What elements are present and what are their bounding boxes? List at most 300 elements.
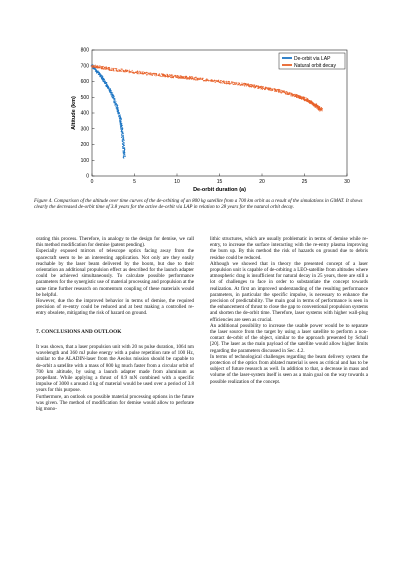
data-point: [216, 81, 217, 82]
x-tick-label: 30: [344, 179, 350, 185]
data-point: [123, 148, 124, 149]
data-point: [104, 80, 105, 81]
data-point: [99, 65, 100, 66]
data-point: [115, 100, 116, 101]
data-point: [245, 83, 246, 84]
data-point: [315, 103, 316, 104]
data-point: [214, 80, 215, 81]
data-point: [165, 75, 166, 76]
data-point: [211, 79, 212, 80]
data-point: [185, 76, 186, 77]
data-point: [309, 101, 310, 102]
paragraph: Furthermore, an outlook on possible material processing options in the future was given. The method of modification for demise would allow to perforate big mono-: [36, 393, 194, 413]
data-point: [305, 99, 306, 100]
x-tick-label: 10: [174, 179, 180, 185]
data-point: [263, 88, 264, 89]
data-point: [226, 82, 227, 83]
data-point: [158, 75, 159, 76]
data-point: [120, 129, 121, 130]
data-point: [221, 80, 222, 81]
data-point: [138, 72, 139, 73]
data-point: [96, 71, 97, 72]
data-point: [114, 105, 115, 106]
data-point: [146, 74, 147, 75]
data-point: [213, 81, 214, 82]
data-point: [126, 71, 127, 72]
paragraph: In terms of technological challenges regarding the beam delivery system the protection of the optics from ablated material is seen as critical and has to be subject of future research as well. In addition to that, a decrease in mass and volume of the laser-system itself is seen as a main goal on the way towards a possible realization of the concept.: [210, 353, 368, 385]
data-point: [122, 129, 123, 130]
data-point: [178, 76, 179, 77]
data-point: [229, 82, 230, 83]
data-point: [109, 70, 110, 71]
data-point: [185, 78, 186, 79]
data-point: [188, 77, 189, 78]
data-point: [168, 76, 169, 77]
data-point: [251, 86, 252, 87]
data-point: [167, 76, 168, 77]
data-point: [241, 82, 242, 83]
data-point: [202, 79, 203, 80]
data-point: [319, 111, 320, 112]
data-point: [299, 97, 300, 98]
data-point: [102, 78, 103, 79]
data-point: [171, 77, 172, 78]
y-tick-label: 200: [80, 142, 89, 149]
data-point: [269, 90, 270, 91]
data-point: [132, 72, 133, 73]
data-point: [111, 96, 112, 97]
data-point: [310, 102, 311, 103]
data-point: [137, 72, 138, 73]
data-point: [289, 94, 290, 95]
data-point: [177, 77, 178, 78]
data-point: [276, 89, 277, 90]
paragraph: An additional possibility to increase the usable power would be to separate the laser source from the target by using a laser satellite to perform a non-contact de-orbit of the object, similar to the approach presented by Schall [20]. The laser as the main payload of the satellite would allow higher limits regarding the parameters discussed in Sec. 4.2.: [210, 322, 368, 354]
figure-caption: Figure 4. Comparison of the altitude over time curves of the de-orbiting of an 800 kg satellite from a 700 km orbit as a result of the simulations in GMAT. It shows clearly the decreased de-orbit time of 3.8 years for the active de-orbit via LAP in relation to 28 years for the natural orbit decay.: [34, 198, 363, 211]
data-point: [137, 71, 138, 72]
data-point: [193, 79, 194, 80]
data-point: [115, 98, 116, 99]
data-point: [111, 68, 112, 69]
data-point: [173, 77, 174, 78]
data-point: [184, 76, 185, 77]
data-point: [116, 104, 117, 105]
data-point: [224, 82, 225, 83]
data-point: [106, 67, 107, 68]
data-point: [280, 91, 281, 92]
data-point: [244, 83, 245, 84]
data-point: [294, 94, 295, 95]
data-point: [315, 105, 316, 106]
data-point: [167, 75, 168, 76]
data-point: [122, 138, 123, 139]
data-point: [154, 75, 155, 76]
data-point: [105, 83, 106, 84]
data-point: [117, 106, 118, 107]
data-point: [109, 67, 110, 68]
data-point: [121, 125, 122, 126]
data-point: [122, 131, 123, 132]
data-point: [120, 124, 121, 125]
data-point: [304, 99, 305, 100]
data-point: [121, 130, 122, 131]
data-point: [158, 74, 159, 75]
data-point: [215, 82, 216, 83]
data-point: [162, 76, 163, 77]
data-point: [291, 94, 292, 95]
data-point: [121, 71, 122, 72]
x-tick-label: 5: [133, 179, 136, 185]
data-point: [96, 66, 97, 67]
data-point: [162, 75, 163, 76]
data-point: [256, 86, 257, 87]
data-point: [119, 113, 120, 114]
data-point: [111, 69, 112, 70]
data-point: [254, 87, 255, 88]
data-point: [236, 82, 237, 83]
data-point: [117, 110, 118, 111]
data-point: [124, 151, 125, 152]
data-point: [164, 74, 165, 75]
data-point: [119, 118, 120, 119]
data-point: [250, 84, 251, 85]
data-point: [106, 84, 107, 85]
data-point: [253, 84, 254, 85]
data-point: [122, 146, 123, 147]
data-point: [120, 122, 121, 123]
data-point: [322, 110, 323, 111]
data-point: [113, 96, 114, 97]
data-point: [192, 76, 193, 77]
data-point: [177, 75, 178, 76]
data-point: [273, 88, 274, 89]
left-column: [36, 236, 194, 412]
paragraph: Especially exposed mirrors of telescope optics facing away from the spacecraft seem to be an interesting application. Not only are they easily reachable by the laser beam delivered by the boom, but due to their orientation an additional propulsion effect as described for the launch adapter could be achieved simultaneously. To calculate possible performance parameters for the synergistic use of material processing and propulsion at the same time further research on momentum coupling of these materials would be helpful.: [36, 248, 194, 298]
y-tick-label: 500: [80, 94, 89, 101]
data-point: [305, 100, 306, 101]
data-point: [212, 81, 213, 82]
data-point: [142, 71, 143, 72]
data-point: [172, 75, 173, 76]
data-point: [146, 72, 147, 73]
data-point: [123, 152, 124, 153]
data-point: [122, 133, 123, 134]
data-point: [100, 76, 101, 77]
data-point: [108, 87, 109, 88]
data-point: [123, 71, 124, 72]
data-point: [281, 90, 282, 91]
data-point: [118, 114, 119, 115]
data-point: [154, 73, 155, 74]
altitude-chart: [60, 40, 360, 195]
data-point: [239, 83, 240, 84]
data-point: [123, 136, 124, 137]
data-point: [301, 98, 302, 99]
data-point: [160, 76, 161, 77]
data-point: [110, 89, 111, 90]
data-point: [156, 74, 157, 75]
data-point: [304, 100, 305, 101]
data-point: [108, 69, 109, 70]
data-point: [180, 77, 181, 78]
data-point: [205, 79, 206, 80]
data-point: [275, 89, 276, 90]
data-point: [103, 66, 104, 67]
data-point: [130, 72, 131, 73]
data-point: [142, 73, 143, 74]
data-point: [271, 89, 272, 90]
data-point: [138, 73, 139, 74]
data-point: [317, 106, 318, 107]
data-point: [231, 81, 232, 82]
data-point: [249, 86, 250, 87]
data-point: [123, 156, 124, 157]
data-point: [276, 91, 277, 92]
data-point: [114, 102, 115, 103]
data-point: [321, 107, 322, 108]
data-point: [171, 75, 172, 76]
data-point: [283, 91, 284, 92]
data-point: [313, 104, 314, 105]
y-tick-label: 0: [86, 173, 89, 180]
data-point: [172, 76, 173, 77]
data-point: [232, 82, 233, 83]
data-point: [289, 92, 290, 93]
paragraph: However, due tho the improved behavior in terms of demise, the required precision of re-entry could be reduced and at best making a controlled re-entry obsolete, mitigating the risk of hazard on ground.: [36, 298, 194, 317]
data-point: [169, 76, 170, 77]
data-point: [237, 84, 238, 85]
data-point: [198, 79, 199, 80]
data-point: [294, 96, 295, 97]
data-point: [124, 140, 125, 141]
data-point: [315, 107, 316, 108]
data-point: [110, 94, 111, 95]
data-point: [236, 83, 237, 84]
data-point: [102, 77, 103, 78]
data-point: [132, 70, 133, 71]
data-point: [101, 77, 102, 78]
data-point: [104, 82, 105, 83]
data-point: [97, 66, 98, 67]
data-point: [206, 80, 207, 81]
data-point: [102, 79, 103, 80]
data-point: [306, 97, 307, 98]
data-point: [115, 101, 116, 102]
x-tick-label: 20: [259, 179, 265, 185]
data-point: [111, 90, 112, 91]
data-point: [258, 88, 259, 89]
data-point: [228, 81, 229, 82]
data-point: [196, 79, 197, 80]
data-point: [189, 79, 190, 80]
data-point: [218, 80, 219, 81]
data-point: [125, 156, 126, 157]
data-point: [99, 67, 100, 68]
data-point: [150, 74, 151, 75]
paragraph: Although we showed that in theory the presented concept of a laser propulsion unit is capable of de-orbiting a LEO-satellite from altitudes where atmospheric drag is insufficient for natural decay in 25 years, there are still a lot of challenges to face in order to substantiate the concept towards realization. At first an improved understanding of the resulting performance parameters, in particular the specific impulse, is necessary to enhance the precision of predictability. The main goal in terms of performance is seen in the enhancement of thrust to close the gap to conventional propulsion systems and shorten the de-orbit time. Therefore, laser systems with higher wall-plug efficiencies are seen as crucial.: [210, 260, 368, 323]
data-point: [299, 96, 300, 97]
data-point: [259, 86, 260, 87]
data-point: [222, 81, 223, 82]
data-point: [321, 108, 322, 109]
y-tick-label: 800: [80, 47, 89, 54]
data-point: [309, 102, 310, 103]
data-point: [129, 70, 130, 71]
data-point: [104, 67, 105, 68]
data-point: [171, 74, 172, 75]
data-point: [95, 69, 96, 70]
data-point: [119, 119, 120, 120]
data-point: [210, 80, 211, 81]
data-point: [112, 92, 113, 93]
data-point: [140, 72, 141, 73]
data-point: [140, 73, 141, 74]
data-point: [255, 87, 256, 88]
data-point: [267, 88, 268, 89]
data-point: [227, 83, 228, 84]
data-point: [117, 108, 118, 109]
data-point: [111, 70, 112, 71]
data-point: [302, 97, 303, 98]
data-point: [120, 118, 121, 119]
data-point: [261, 88, 262, 89]
data-point: [113, 70, 114, 71]
data-point: [304, 97, 305, 98]
data-point: [150, 72, 151, 73]
data-point: [101, 66, 102, 67]
data-point: [119, 70, 120, 71]
x-tick-label: 15: [216, 179, 223, 185]
data-point: [197, 79, 198, 80]
data-point: [121, 135, 122, 136]
data-point: [233, 82, 234, 83]
data-point: [238, 82, 239, 83]
data-point: [290, 94, 291, 95]
data-point: [199, 78, 200, 79]
data-point: [163, 76, 164, 77]
data-point: [270, 88, 271, 89]
data-point: [156, 73, 157, 74]
data-point: [246, 84, 247, 85]
data-point: [188, 78, 189, 79]
data-point: [124, 71, 125, 72]
data-point: [207, 80, 208, 81]
data-point: [301, 99, 302, 100]
data-point: [196, 78, 197, 79]
data-point: [251, 84, 252, 85]
data-point: [145, 73, 146, 74]
data-point: [230, 83, 231, 84]
data-point: [112, 68, 113, 69]
data-point: [91, 65, 92, 66]
data-point: [272, 90, 273, 91]
data-point: [260, 86, 261, 87]
legend-label: De-orbit via LAP: [294, 55, 331, 62]
data-point: [242, 85, 243, 86]
data-point: [195, 77, 196, 78]
data-point: [292, 96, 293, 97]
data-point: [152, 73, 153, 74]
data-point: [115, 106, 116, 107]
data-point: [121, 119, 122, 120]
data-point: [271, 90, 272, 91]
data-point: [116, 107, 117, 108]
data-point: [159, 75, 160, 76]
data-point: [210, 81, 211, 82]
data-point: [302, 96, 303, 97]
data-point: [262, 89, 263, 90]
data-point: [121, 69, 122, 70]
data-point: [121, 126, 122, 127]
data-point: [134, 72, 135, 73]
data-point: [102, 67, 103, 68]
data-point: [108, 67, 109, 68]
data-point: [122, 135, 123, 136]
data-point: [110, 92, 111, 93]
x-tick-label: 25: [301, 179, 308, 185]
data-point: [244, 85, 245, 86]
data-point: [176, 75, 177, 76]
data-point: [123, 133, 124, 134]
y-tick-label: 400: [80, 110, 89, 117]
data-point: [194, 77, 195, 78]
data-point: [186, 78, 187, 79]
data-point: [124, 142, 125, 143]
data-point: [233, 84, 234, 85]
data-point: [117, 105, 118, 106]
data-point: [120, 123, 121, 124]
data-point: [129, 72, 130, 73]
data-point: [121, 124, 122, 125]
data-point: [113, 68, 114, 69]
y-tick-label: 300: [80, 126, 89, 133]
data-point: [123, 144, 124, 145]
paragraph: orating this process. Therefore, in analogy to the design for demise, we call this method modification for demise (patent pending).: [36, 236, 194, 249]
data-point: [225, 81, 226, 82]
data-point: [257, 88, 258, 89]
data-point: [170, 77, 171, 78]
data-point: [203, 80, 204, 81]
data-point: [224, 81, 225, 82]
data-point: [103, 81, 104, 82]
data-point: [118, 116, 119, 117]
data-point: [234, 83, 235, 84]
data-point: [220, 82, 221, 83]
data-point: [306, 99, 307, 100]
data-point: [263, 87, 264, 88]
figure-4: [60, 40, 360, 195]
data-point: [258, 86, 259, 87]
x-axis-title: De-orbit duration (a): [193, 187, 246, 193]
data-point: [296, 96, 297, 97]
paragraph: It was shown, that a laser propulsion unit with 20 ns pulse duration, 1064 nm wavelength and 360 mJ pulse energy with a pulse repetition rate of 100 Hz, similar to the ALADIN-laser from the Aeolus mission should be capable to de-orbit a satellite with a mass of 800 kg much faster from a circular orbit of 700 km altitude, by using a launch adapter made from aluminum as propellant. While applying a thrust of 0.9 mN combined with a specific impulse of 3000 s around 4 kg of material would be used over a period of 3.8 years for this purpose.: [36, 344, 194, 394]
data-point: [109, 88, 110, 89]
right-column: [210, 236, 368, 385]
y-tick-label: 100: [80, 157, 89, 164]
data-point: [101, 68, 102, 69]
data-point: [274, 91, 275, 92]
legend-label: Natural orbit decay: [294, 62, 336, 69]
data-point: [112, 94, 113, 95]
data-point: [112, 96, 113, 97]
data-point: [307, 100, 308, 101]
data-point: [169, 74, 170, 75]
y-tick-label: 700: [80, 63, 89, 70]
data-point: [279, 89, 280, 90]
data-point: [106, 68, 107, 69]
data-point: [268, 89, 269, 90]
data-point: [186, 76, 187, 77]
